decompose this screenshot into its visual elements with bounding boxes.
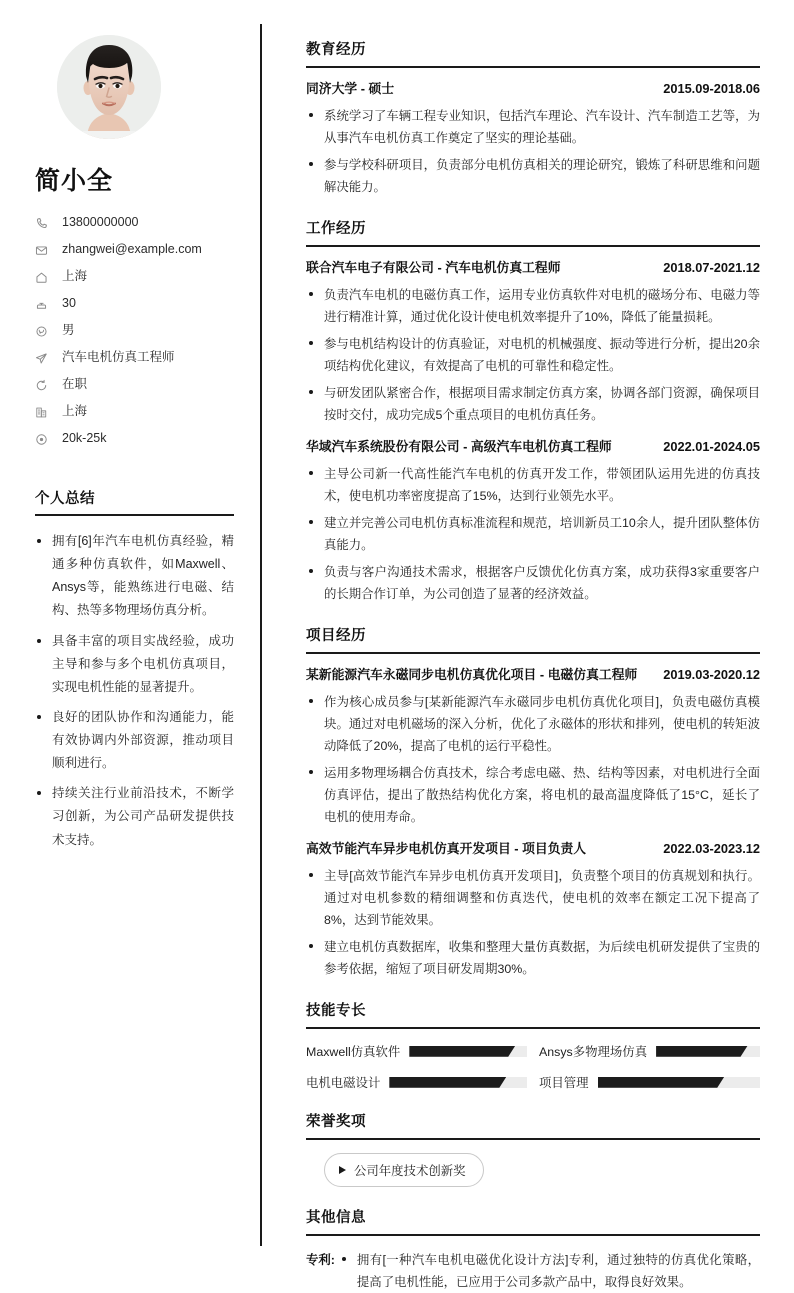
contact-city (35, 269, 234, 285)
entry-header (306, 841, 760, 858)
list-item: 作为核心成员参与[某新能源汽车永磁同步电机仿真优化项目]，负责电磁仿真模块。通过对电机磁场的深入分析，优化了永磁体的形状和排列，使电机的转矩波动降低了20%，提高了电机的运行平稳性。 (306, 691, 760, 757)
entry-header (306, 667, 760, 684)
contact-value: 30 (62, 296, 76, 311)
avatar (57, 35, 161, 139)
contact-value: 上海 (62, 269, 88, 284)
section-title-honors: 荣誉奖项 (306, 1110, 760, 1140)
list-item: 具备丰富的项目实战经验，成功主导和参与多个电机仿真项目，实现电机性能的显著提升。 (35, 630, 234, 699)
entry-date: 2019.03-2020.12 (663, 667, 760, 683)
section-title-projects: 项目经历 (306, 624, 760, 654)
skills-grid (306, 1042, 760, 1091)
target-icon (35, 431, 55, 447)
list-item: 参与学校科研项目，负责部分电机仿真相关的理论研究，锻炼了科研思维和问题解决能力。 (306, 154, 760, 198)
bullet-list (306, 463, 760, 605)
section-title-other-info: 其他信息 (306, 1206, 760, 1236)
bullet-list (306, 284, 760, 426)
list-item: 建立电机仿真数据库，收集和整理大量仿真数据，为后续电机研发提供了宝贵的参考依据，缩短了项目研发周期30%。 (306, 936, 760, 980)
skill-label: Maxwell仿真软件 (306, 1045, 401, 1060)
list-item: 建立并完善公司电机仿真标准流程和规范，培训新员工10余人，提升团队整体仿真能力。 (306, 512, 760, 556)
home-icon (35, 269, 55, 285)
cake-icon (35, 296, 55, 312)
contact-work-city (35, 404, 234, 420)
gender-icon (35, 323, 55, 339)
skill-progress-bar (409, 1046, 527, 1057)
contact-value: 13800000000 (62, 215, 139, 230)
honor-badge (324, 1153, 484, 1187)
entry-heading: 高效节能汽车异步电机仿真开发项目 - 项目负责人 (306, 841, 587, 857)
paper-plane-icon (35, 350, 55, 366)
contact-value: 男 (62, 323, 75, 338)
contact-list (35, 215, 234, 447)
entry-header (306, 81, 760, 98)
list-item: 负责与客户沟通技术需求，根据客户反馈优化仿真方案，成功获得3家重要客户的长期合作订单，为公司创造了显著的经济效益。 (306, 561, 760, 605)
play-triangle-icon (339, 1166, 346, 1174)
entry-header (306, 439, 760, 456)
contact-gender (35, 323, 234, 339)
skill-item (306, 1042, 527, 1060)
list-item: 主导[高效节能汽车异步电机仿真开发项目]，负责整个项目的仿真规划和执行。通过对电机参数的精细调整和仿真迭代，使电机的效率在额定工况下提高了8%，达到节能效果。 (306, 865, 760, 931)
education-entry (306, 81, 760, 198)
skill-progress-bar (656, 1046, 760, 1057)
other-info-label: 专利: (306, 1253, 335, 1268)
skill-progress-bar (389, 1077, 527, 1088)
section-honors (306, 1110, 760, 1187)
entry-date: 2018.07-2021.12 (663, 259, 760, 275)
contact-value: 在职 (62, 377, 88, 392)
section-education (306, 38, 760, 198)
contact-value: 汽车电机仿真工程师 (62, 350, 175, 365)
project-entry (306, 841, 760, 980)
section-work (306, 217, 760, 605)
bullet-list (339, 1249, 760, 1293)
other-info-body (339, 1249, 760, 1293)
list-item: 运用多物理场耦合仿真技术，综合考虑电磁、热、结构等因素，对电机进行全面仿真评估，提出了散热结构优化方案，将电机的最高温度降低了15°C，延长了电机的使用寿命。 (306, 762, 760, 828)
skill-label: 电机电磁设计 (306, 1076, 381, 1091)
entry-date: 2022.03-2023.12 (663, 841, 760, 857)
skill-label: 项目管理 (539, 1076, 589, 1091)
skill-progress-bar (598, 1077, 760, 1088)
contact-job-title (35, 350, 234, 366)
bullet-list (306, 105, 760, 198)
main-content (262, 0, 794, 1290)
contact-status (35, 377, 234, 393)
refresh-icon (35, 377, 55, 393)
skill-item (539, 1073, 760, 1091)
envelope-icon (35, 242, 55, 258)
honor-list (306, 1153, 760, 1187)
work-entry (306, 439, 760, 605)
entry-heading: 华域汽车系统股份有限公司 - 高级汽车电机仿真工程师 (306, 439, 612, 455)
section-other-info (306, 1206, 760, 1293)
skill-item (306, 1073, 527, 1091)
section-title-education: 教育经历 (306, 38, 760, 68)
list-item: 系统学习了车辆工程专业知识，包括汽车理论、汽车设计、汽车制造工艺等，为从事汽车电机仿真工作奠定了坚实的理论基础。 (306, 105, 760, 149)
portrait-photo-icon (57, 35, 161, 139)
contact-value: 20k-25k (62, 431, 107, 446)
section-title-summary: 个人总结 (35, 487, 234, 516)
contact-value: 上海 (62, 404, 88, 419)
section-title-work: 工作经历 (306, 217, 760, 247)
skill-progress-fill (598, 1077, 725, 1088)
skill-item (539, 1042, 760, 1060)
list-item: 持续关注行业前沿技术，不断学习创新，为公司产品研发提供技术支持。 (35, 782, 234, 851)
building-icon (35, 404, 55, 420)
skill-progress-fill (409, 1046, 515, 1057)
list-item: 良好的团队协作和沟通能力，能有效协调内外部资源，推动项目顺利进行。 (35, 706, 234, 775)
honor-label: 公司年度技术创新奖 (354, 1164, 466, 1179)
list-item: 拥有[一种汽车电机电磁优化设计方法]专利，通过独特的仿真优化策略，提高了电机性能，已应用于公司多款产品中，取得良好效果。 (339, 1249, 760, 1293)
project-entry (306, 667, 760, 828)
list-item: 拥有[6]年汽车电机仿真经验，精通多种仿真软件，如Maxwell、Ansys等，能熟练进行电磁、结构、热等多物理场仿真分析。 (35, 530, 234, 623)
contact-value: zhangwei@example.com (62, 242, 202, 257)
contact-email (35, 242, 234, 258)
work-entry (306, 260, 760, 426)
sidebar (0, 0, 262, 1246)
phone-icon (35, 215, 55, 231)
bullet-list (306, 865, 760, 980)
skill-label: Ansys多物理场仿真 (539, 1045, 648, 1060)
section-title-skills: 技能专长 (306, 999, 760, 1029)
section-skills (306, 999, 760, 1091)
entry-date: 2015.09-2018.06 (663, 81, 760, 96)
list-item: 与研发团队紧密合作，根据项目需求制定仿真方案，协调各部门资源，确保项目按时交付，成功完成5个重点项目的电机仿真任务。 (306, 382, 760, 426)
entry-heading: 联合汽车电子有限公司 - 汽车电机仿真工程师 (306, 259, 561, 275)
entry-heading: 某新能源汽车永磁同步电机仿真优化项目 - 电磁仿真工程师 (306, 667, 638, 683)
list-item: 参与电机结构设计的仿真验证，对电机的机械强度、振动等进行分析，提出20余项结构优化建议，有效提高了电机的可靠性和稳定性。 (306, 333, 760, 377)
bullet-list (306, 691, 760, 828)
list-item: 主导公司新一代高性能汽车电机的仿真开发工作，带领团队运用先进的仿真技术，使电机功率密度提高了15%，达到行业领先水平。 (306, 463, 760, 507)
other-info-row (306, 1249, 760, 1293)
contact-age (35, 296, 234, 312)
entry-heading: 同济大学 - 硕士 (306, 81, 395, 96)
section-projects (306, 624, 760, 980)
summary-list (35, 530, 234, 852)
contact-phone (35, 215, 234, 231)
skill-progress-fill (389, 1077, 506, 1088)
entry-header (306, 260, 760, 277)
skill-progress-fill (656, 1046, 747, 1057)
contact-salary (35, 431, 234, 447)
page-title: 简小全 (35, 167, 114, 195)
entry-date: 2022.01-2024.05 (663, 439, 760, 455)
list-item: 负责汽车电机的电磁仿真工作，运用专业仿真软件对电机的磁场分布、电磁力等进行精准计算，通过优化设计使电机效率提升了10%，降低了能量损耗。 (306, 284, 760, 328)
